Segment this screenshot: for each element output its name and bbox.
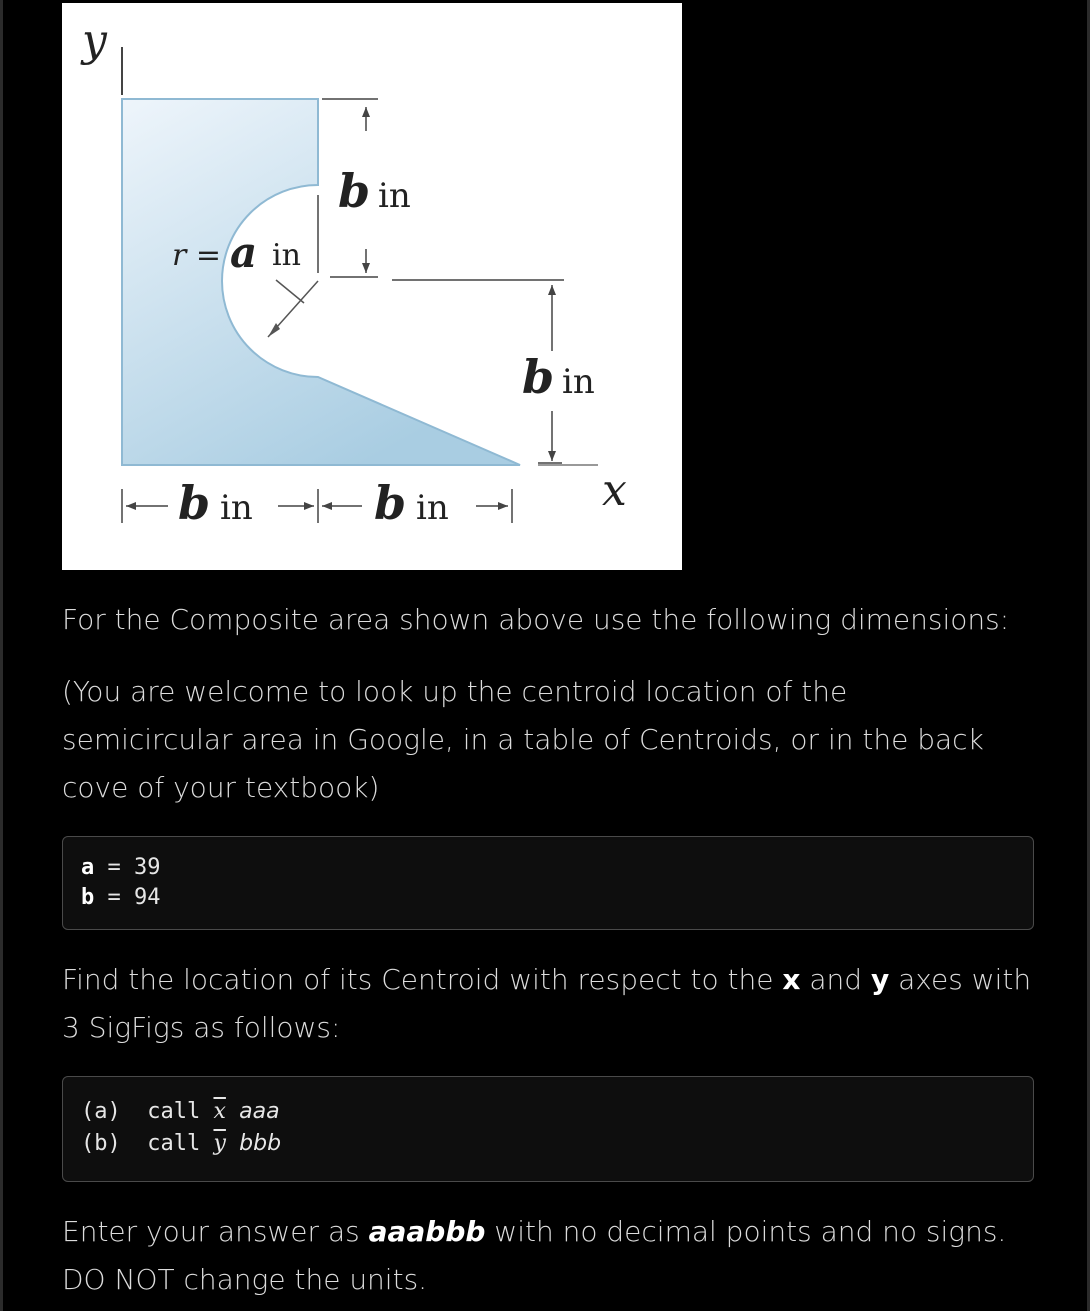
dimension-a-label: a: [81, 855, 95, 880]
dimensions-code-block: [62, 836, 1034, 930]
part-b-tag: (b): [81, 1131, 121, 1156]
bottom-dim1-arrowhead-right: [304, 502, 314, 510]
find-x-axis: x: [782, 963, 801, 996]
right-dim-arrowhead-down: [548, 451, 556, 461]
parts-code-block: [62, 1076, 1034, 1182]
part-b-var: $\overline{y}$: [213, 1131, 226, 1156]
bottom-dim1-var: b: [178, 476, 211, 530]
top-dim-unit: in: [378, 176, 411, 216]
top-dim-arrowhead-down: [362, 263, 370, 273]
radius-var: a: [230, 228, 258, 277]
dimension-a-line: [81, 853, 161, 883]
part-b-call: call: [147, 1131, 201, 1156]
note-text: (You are welcome to look up the centroid location of the semicircular area in Google, in a table of Centroids, or in the back cove of your textbook): [62, 675, 984, 804]
part-a-name: aaa: [239, 1099, 280, 1124]
find-mid: and: [800, 963, 871, 996]
radius-leader: [276, 280, 304, 303]
part-a-var: $\overline{x}$: [213, 1099, 226, 1124]
left-frame: [0, 0, 3, 1311]
bottom-dim2-var: b: [374, 476, 407, 530]
bottom-dim2-arrowhead-right: [498, 502, 508, 510]
part-a-call: call: [147, 1099, 201, 1124]
y-axis-label: y: [82, 15, 107, 66]
top-dim-var: b: [338, 164, 371, 218]
dimension-a-value: 39: [134, 855, 161, 880]
find-text: [62, 956, 1052, 1052]
part-b-name: bbb: [239, 1131, 282, 1156]
intro-text: For the Composite area shown above use the following dimensions:: [62, 603, 1010, 636]
dimension-b-line: [81, 883, 161, 913]
radius-prefix: r =: [172, 238, 222, 273]
right-dim-var: b: [522, 350, 555, 404]
bottom-dim2-unit: in: [416, 488, 449, 528]
part-a-line: [81, 1097, 280, 1127]
find-suffix: axes with 3 SigFigs as follows:: [62, 963, 1032, 1044]
dimension-b-equals: =: [107, 885, 121, 910]
bottom-dim2-arrowhead-left: [322, 502, 332, 510]
enter-text: [62, 1208, 1052, 1304]
enter-prefix: Enter your answer as: [62, 1215, 369, 1248]
find-y-axis: y: [870, 963, 890, 996]
part-a-tag: (a): [81, 1099, 121, 1124]
right-dim-unit: in: [562, 362, 595, 402]
dimension-b-value: 94: [134, 885, 161, 910]
bottom-dim1-arrowhead-left: [126, 502, 136, 510]
x-axis-label: x: [602, 465, 627, 516]
enter-code: aaabbb: [368, 1215, 486, 1248]
bottom-dim1-unit: in: [220, 488, 253, 528]
top-dim-arrowhead-up: [362, 107, 370, 117]
radius-unit: in: [272, 238, 301, 273]
right-dim-arrowhead-up: [548, 285, 556, 295]
part-b-line: [81, 1129, 281, 1159]
dimension-b-label: b: [81, 885, 95, 910]
composite-area-diagram: [62, 3, 682, 570]
composite-area-figure: [62, 3, 682, 570]
composite-shape: [122, 99, 520, 465]
enter-suffix: with no decimal points and no signs. DO NOT change the units.: [62, 1215, 1007, 1296]
dimension-a-equals: =: [107, 855, 121, 880]
find-prefix: Find the location of its Centroid with respect to the: [62, 963, 783, 996]
